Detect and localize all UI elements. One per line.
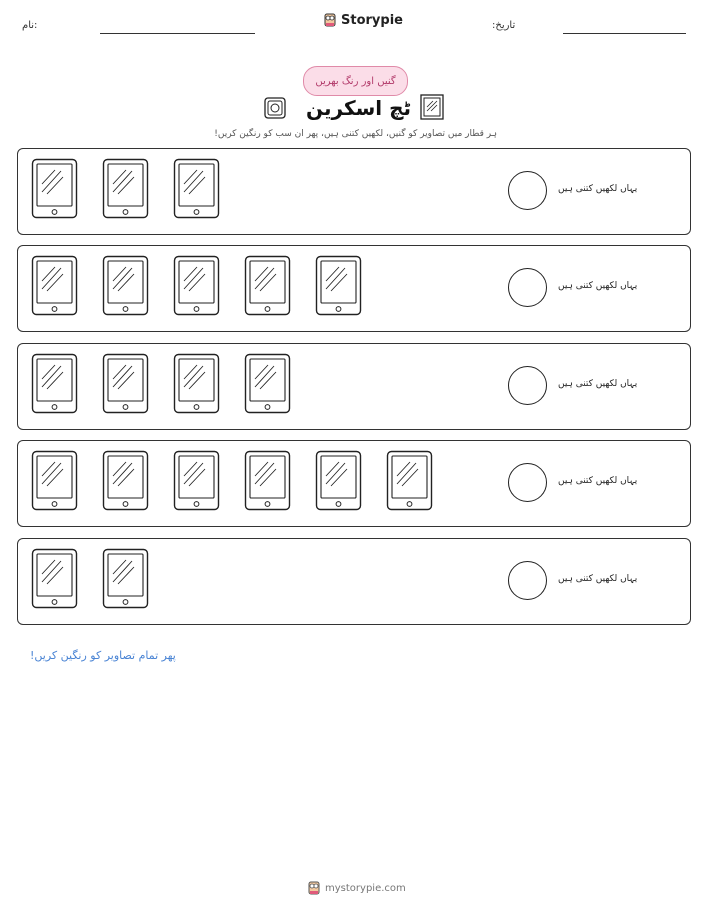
tablet-icon [102,353,149,414]
answer-label: یہاں لکھیں کتنی ہیں [558,184,638,194]
tablet-group [31,548,149,609]
answer-label: یہاں لکھیں کتنی ہیں [558,379,638,389]
tablet-group [31,353,291,414]
tablet-icon [244,255,291,316]
tablet-icon [31,450,78,511]
tablet-icon [244,353,291,414]
count-row [17,440,691,527]
footer-brand [307,880,406,896]
count-row [17,343,691,430]
tablet-icon [102,548,149,609]
footer-note: پھر تمام تصاویر کو رنگین کریں! [30,649,176,662]
tablet-icon [173,353,220,414]
screen-icon [263,96,287,120]
tablet-group [31,255,362,316]
date-label: تاریخ: [492,20,516,31]
answer-label: یہاں لکھیں کتنی ہیں [558,574,638,584]
tablet-icon [244,450,291,511]
tablet-icon [315,255,362,316]
count-row [17,245,691,332]
tablet-icon [173,450,220,511]
footer-brand-text: mystorypie.com [325,882,406,894]
answer-circle[interactable] [508,561,547,600]
page-title: ٹچ اسکرین [306,96,411,120]
tablet-icon [173,158,220,219]
storypie-logo-icon [323,12,337,28]
brand-logo [323,12,403,28]
tablet-group [31,158,220,219]
storypie-logo-icon [307,880,321,896]
tablet-icon [102,158,149,219]
answer-circle[interactable] [508,171,547,210]
date-line [563,33,686,34]
tablet-icon [31,255,78,316]
instruction-text: ہر قطار میں تصاویر کو گنیں، لکھیں کتنی ہیں، پھر ان سب کو رنگین کریں! [214,129,497,139]
answer-label: یہاں لکھیں کتنی ہیں [558,281,638,291]
name-label: نام: [22,20,38,31]
answer-circle[interactable] [508,463,547,502]
tablet-icon [315,450,362,511]
name-line [100,33,255,34]
tablet-icon [173,255,220,316]
brand-name: Storypie [341,12,403,28]
count-row [17,148,691,235]
tablet-icon [31,158,78,219]
tablet-icon [386,450,433,511]
answer-circle[interactable] [508,268,547,307]
tablet-icon [102,255,149,316]
tablet-icon [419,93,445,121]
activity-badge: گنیں اور رنگ بھریں [303,66,408,96]
answer-circle[interactable] [508,366,547,405]
tablet-icon [31,548,78,609]
answer-label: یہاں لکھیں کتنی ہیں [558,476,638,486]
tablet-icon [102,450,149,511]
tablet-group [31,450,433,511]
tablet-icon [31,353,78,414]
count-row [17,538,691,625]
